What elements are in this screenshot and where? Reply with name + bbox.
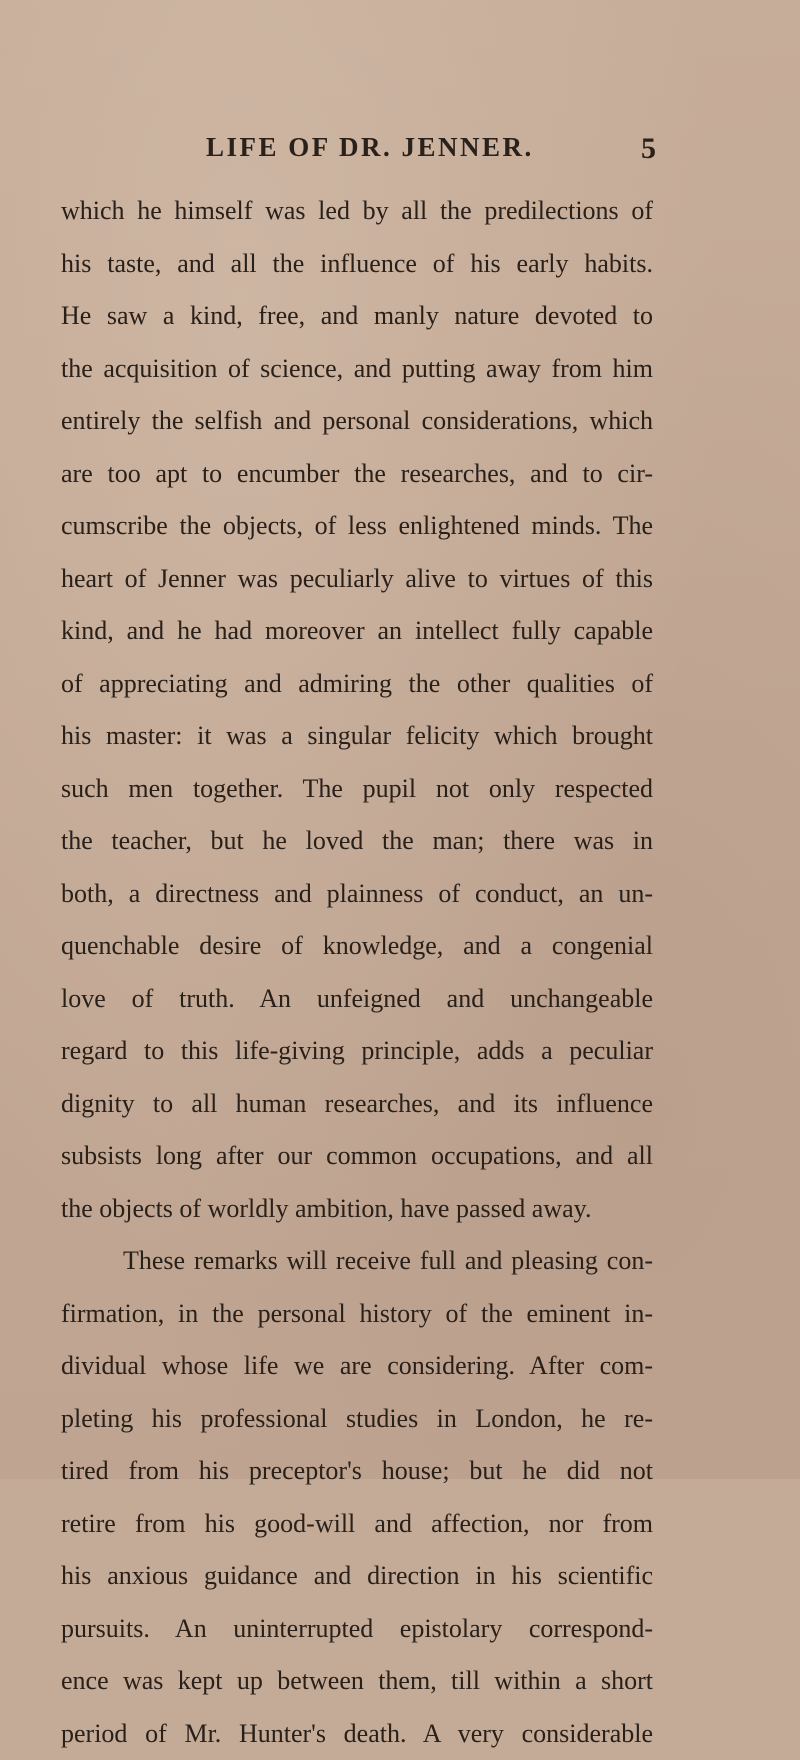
text-line: tired from his preceptor's house; but he did not — [61, 1445, 653, 1498]
text-line: the acquisition of science, and putting away from him — [61, 343, 653, 396]
paragraph-start-line: These remarks will receive full and pleasing con- — [61, 1235, 653, 1288]
text-line: heart of Jenner was peculiarly alive to virtues of this — [61, 553, 653, 606]
text-line: entirely the selfish and personal considerations, which — [61, 395, 653, 448]
text-line: regard to this life-giving principle, adds a peculiar — [61, 1025, 653, 1078]
running-head — [146, 132, 656, 172]
text-line: pleting his professional studies in London, he re- — [61, 1393, 653, 1446]
text-line: firmation, in the personal history of the eminent in- — [61, 1288, 653, 1341]
text-line: pursuits. An uninterrupted epistolary correspond- — [61, 1603, 653, 1656]
text-line: He saw a kind, free, and manly nature devoted to — [61, 290, 653, 343]
text-line: period of Mr. Hunter's death. A very considerable — [61, 1708, 653, 1760]
text-line: his anxious guidance and direction in his scientific — [61, 1550, 653, 1603]
text-line: both, a directness and plainness of conduct, an un- — [61, 868, 653, 921]
text-line: his master: it was a singular felicity which brought — [61, 710, 653, 763]
text-line: of appreciating and admiring the other qualities of — [61, 658, 653, 711]
text-line: which he himself was led by all the predilections of — [61, 185, 653, 238]
text-line: such men together. The pupil not only respected — [61, 763, 653, 816]
running-title: LIFE OF DR. JENNER. — [206, 132, 534, 163]
text-line: are too apt to encumber the researches, and to cir- — [61, 448, 653, 501]
text-line: cumscribe the objects, of less enlightened minds. The — [61, 500, 653, 553]
text-line: quenchable desire of knowledge, and a congenial — [61, 920, 653, 973]
text-line: subsists long after our common occupations, and all — [61, 1130, 653, 1183]
text-line: dignity to all human researches, and its influence — [61, 1078, 653, 1131]
text-line: the objects of worldly ambition, have passed away. — [61, 1183, 653, 1236]
text-line: his taste, and all the influence of his early habits. — [61, 238, 653, 291]
text-line: the teacher, but he loved the man; there was in — [61, 815, 653, 868]
text-line: dividual whose life we are considering. After com- — [61, 1340, 653, 1393]
body-text — [61, 185, 653, 1760]
text-line: retire from his good-will and affection, nor from — [61, 1498, 653, 1551]
text-line: ence was kept up between them, till within a short — [61, 1655, 653, 1708]
text-line: kind, and he had moreover an intellect fully capable — [61, 605, 653, 658]
page-number: 5 — [641, 132, 656, 166]
text-line: love of truth. An unfeigned and unchangeable — [61, 973, 653, 1026]
